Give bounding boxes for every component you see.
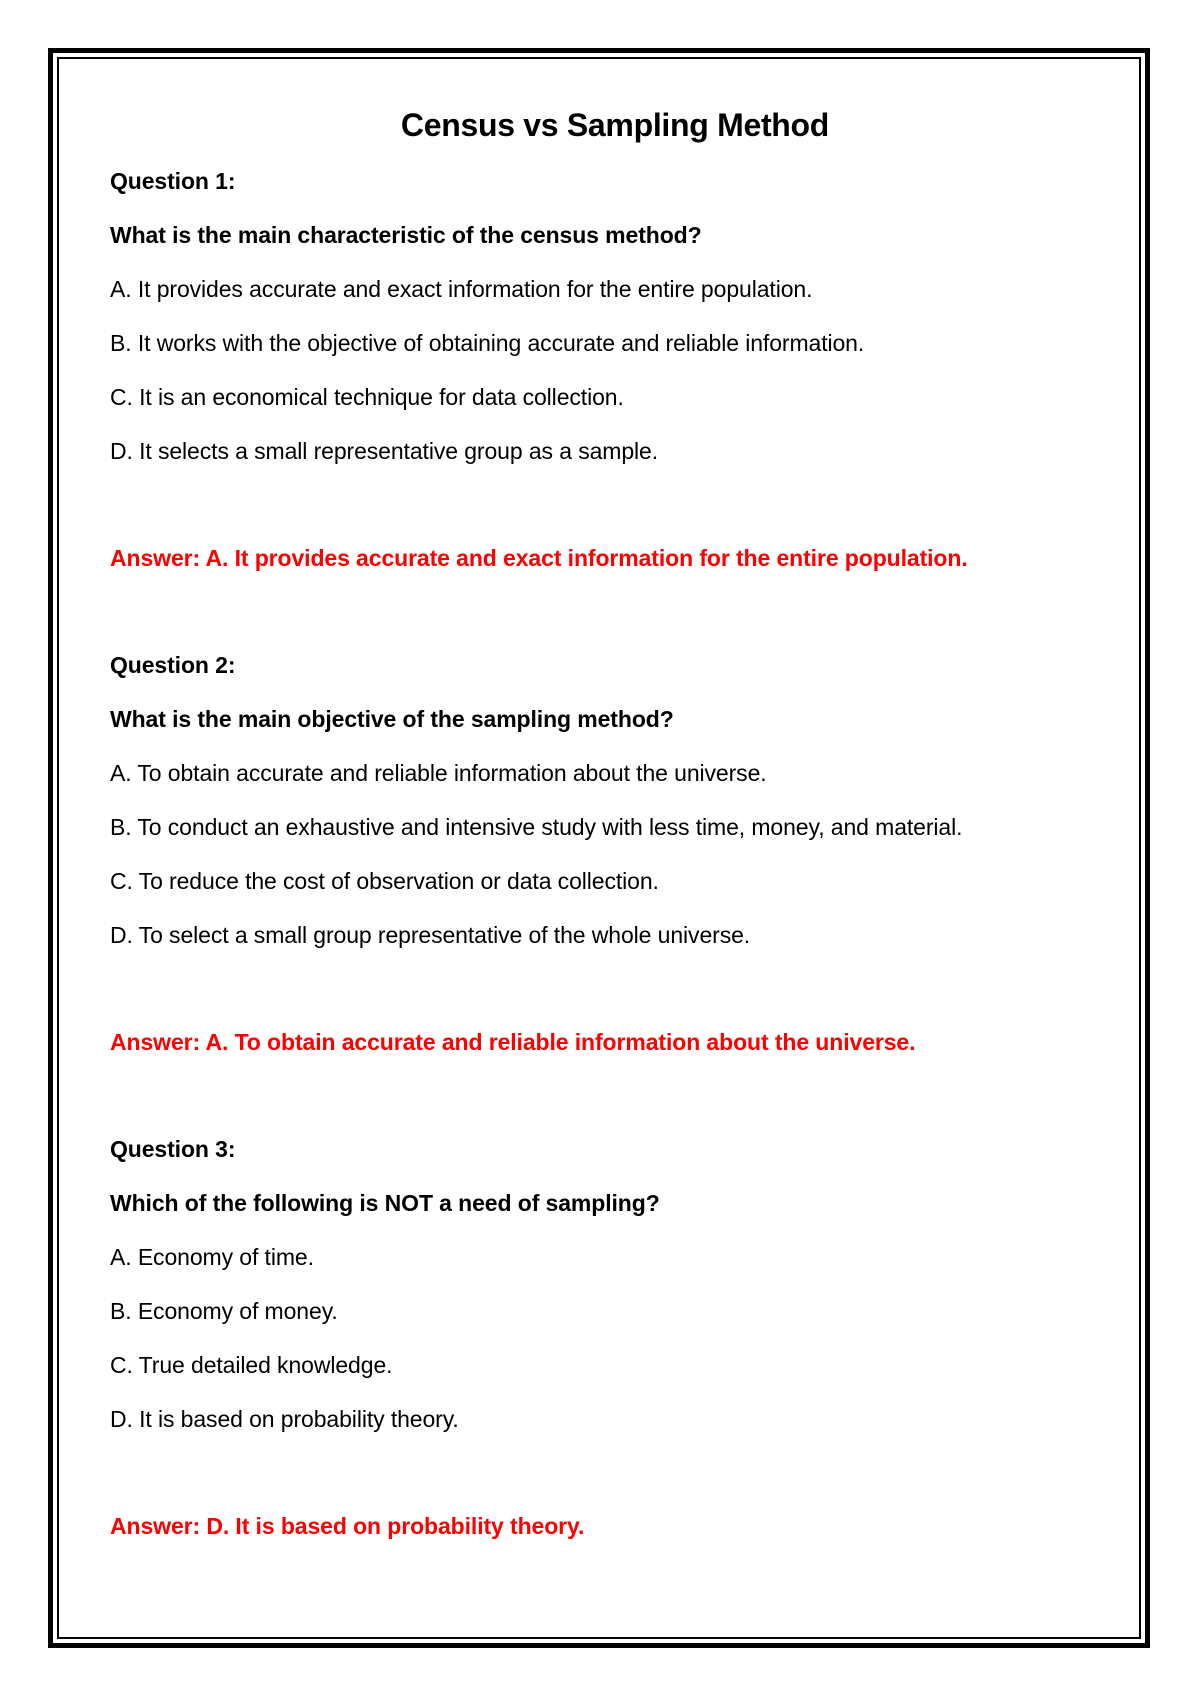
question-2 bbox=[110, 638, 1120, 1122]
option-c: C. To reduce the cost of observation or data collection. bbox=[110, 868, 659, 894]
spacer bbox=[110, 585, 1120, 638]
option-b: B. To conduct an exhaustive and intensive study with less time, money, and material. bbox=[110, 814, 963, 840]
answer-text: Answer: A. To obtain accurate and reliable information about the universe. bbox=[110, 1029, 916, 1055]
spacer bbox=[110, 1446, 1120, 1499]
question-label: Question 3: bbox=[110, 1136, 236, 1162]
option-a: A. Economy of time. bbox=[110, 1244, 314, 1270]
spacer bbox=[110, 962, 1120, 1015]
answer-text: Answer: A. It provides accurate and exact information for the entire population. bbox=[110, 545, 968, 571]
option-b: B. It works with the objective of obtaining accurate and reliable information. bbox=[110, 330, 865, 356]
option-d: D. To select a small group representative of the whole universe. bbox=[110, 922, 751, 948]
spacer bbox=[110, 478, 1120, 531]
document-body bbox=[110, 96, 1120, 1553]
page-title: Census vs Sampling Method bbox=[400, 107, 830, 143]
option-c: C. It is an economical technique for data collection. bbox=[110, 384, 624, 410]
question-3 bbox=[110, 1122, 1120, 1553]
option-a: A. To obtain accurate and reliable information about the universe. bbox=[110, 760, 767, 786]
option-d: D. It is based on probability theory. bbox=[110, 1406, 459, 1432]
question-label: Question 1: bbox=[110, 168, 236, 194]
option-c: C. True detailed knowledge. bbox=[110, 1352, 393, 1378]
question-label: Question 2: bbox=[110, 652, 236, 678]
spacer bbox=[110, 1069, 1120, 1122]
answer-text: Answer: D. It is based on probability theory. bbox=[110, 1513, 585, 1539]
question-prompt: Which of the following is NOT a need of sampling? bbox=[110, 1190, 660, 1216]
question-1 bbox=[110, 154, 1120, 638]
option-a: A. It provides accurate and exact information for the entire population. bbox=[110, 276, 813, 302]
option-d: D. It selects a small representative group as a sample. bbox=[110, 438, 659, 464]
question-prompt: What is the main objective of the sampling method? bbox=[110, 706, 674, 732]
question-prompt: What is the main characteristic of the census method? bbox=[110, 222, 702, 248]
option-b: B. Economy of money. bbox=[110, 1298, 338, 1324]
